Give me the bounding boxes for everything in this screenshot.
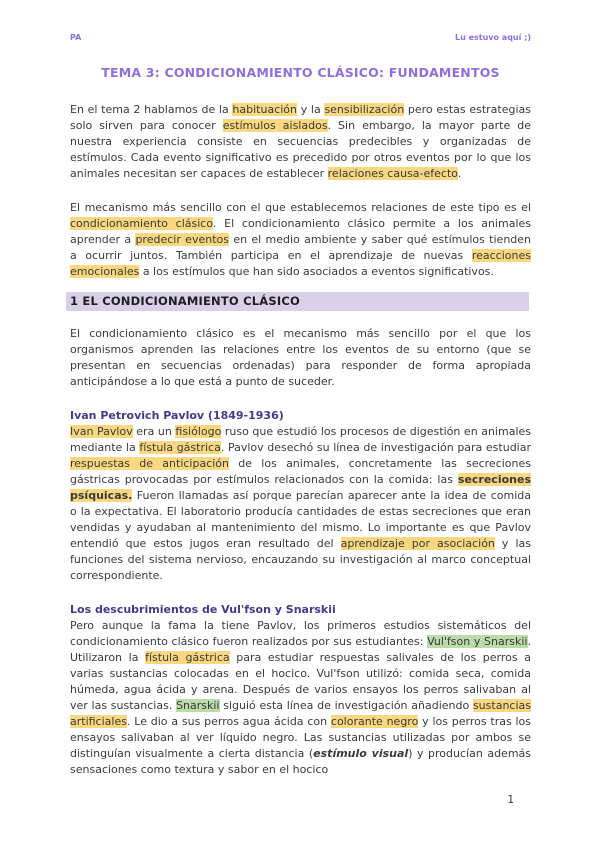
emphasis-text: estímulo visual <box>313 747 409 760</box>
page-content <box>70 0 531 778</box>
text-run: ruso que estudió los procesos de digestión en animales mediante la <box>70 425 532 454</box>
text-run: era un <box>132 425 176 438</box>
highlighted-text: Vul'fson y Snarskii <box>427 635 528 648</box>
text-run: ) y producían además sensaciones como textura y sabor en el hocico <box>70 747 532 776</box>
highlighted-text: sensibilización <box>324 103 405 116</box>
highlighted-text: predecir eventos <box>135 233 229 246</box>
highlighted-text: reacciones emocionales <box>70 249 531 278</box>
highlighted-text: estímulos aislados <box>222 119 328 132</box>
page-header <box>70 0 531 43</box>
paragraph-mechanism <box>70 200 531 280</box>
text-run: y las funciones del sistema nervioso, encauzando su investigación al marco conceptual correspondiente. <box>70 537 532 582</box>
document-title: TEMA 3: CONDICIONAMIENTO CLÁSICO: FUNDAMENTOS <box>101 65 500 80</box>
text-run: . Sin embargo, la mayor parte de nuestra experiencia consiste en secuencias predecibles y organizadas de estímulos. Cada evento significativo es precedido por otros eventos por lo que los animales necesitan ser capaces de establecer <box>70 119 531 180</box>
highlighted-text: colorante negro <box>330 715 419 728</box>
subheading-vulfson-snarskii: Los descubrimientos de Vul'fson y Snarskii <box>70 603 336 616</box>
subheading-pavlov: Ivan Petrovich Pavlov (1849-1936) <box>70 409 284 422</box>
text-run: . <box>457 167 462 180</box>
text-run: y la <box>297 103 325 116</box>
text-run: de los animales, concretamente las secreciones gástricas provocadas por estímulos relacionados con la comida: las <box>70 457 531 486</box>
highlighted-text: relaciones causa-efecto <box>327 167 458 180</box>
highlighted-text: sustancias artificiales <box>70 699 531 728</box>
highlighted-text: condicionamiento clásico <box>70 217 213 230</box>
highlighted-text: Snarskii <box>176 699 220 712</box>
text-run: y los perros tras los ensayos salivaban al ver líquido negro. Las sustancias utilizadas por ambos se distinguían visualmente a cierta distancia ( <box>70 715 532 760</box>
text-run: Pero aunque la fama la tiene Pavlov, los primeros estudios sistemáticos del condicionamiento clásico fueron realizados por sus estudiantes: <box>70 619 531 648</box>
text-run: para estudiar respuestas salivales de los perros a varias sustancias colocadas en el hocico. Vul'fson utilizó: comida seca, comida húmeda, agua ácida y arena. Después de varios ensayos los perros salivaban al ver las sustancias. <box>70 651 532 712</box>
header-right-note: Lu estuvo aquí ;) <box>455 33 531 42</box>
highlighted-text: secreciones psíquicas. <box>70 473 531 502</box>
text-run: a los estímulos que han sido asociados a eventos significativos. <box>139 265 494 278</box>
highlighted-text: fístula gástrica <box>145 651 230 664</box>
text-run: El mecanismo más sencillo con el que establecemos relaciones de este tipo es el <box>70 201 531 214</box>
highlighted-text: aprendizaje por asociación <box>340 537 495 550</box>
text-run: en el medio ambiente y saber qué estímulos tienden a ocurrir juntos. También participa en el aprendizaje de nuevas <box>70 233 532 262</box>
highlighted-text: fístula gástrica <box>139 441 221 454</box>
text-run: . El condicionamiento clásico permite a los animales aprender a <box>70 217 531 246</box>
text-run: siguió esta línea de investigación añadiendo <box>219 699 473 712</box>
section-heading-classical-conditioning: 1 EL CONDICIONAMIENTO CLÁSICO <box>66 292 529 311</box>
paragraph-pavlov <box>70 424 531 584</box>
text-run: . Utilizaron la <box>70 635 531 664</box>
page-number: 1 <box>507 794 514 806</box>
highlighted-text: Ivan Pavlov <box>70 425 133 438</box>
paragraph-definition <box>70 326 531 390</box>
highlighted-text: fisiólogo <box>175 425 222 438</box>
text-run: Fueron llamadas así porque parecían aparecer ante la idea de comida o la expectativa. El laboratorio producía cantidades de estas secreciones que eran vendidas y ayudaban al mantenimiento del mismo. Lo importante es que Pavlov entendió que estos jugos eran resultado del <box>70 489 531 550</box>
text-run: pero estas estrategias solo sirven para conocer <box>70 103 531 132</box>
text-run: El condicionamiento clásico es el mecanismo más sencillo por el que los organismos aprenden las relaciones entre los eventos de su entorno (que se presentan en secuencias ordenadas) para responder de forma apropiada anticipándose a lo que está a punto de suceder. <box>70 327 531 388</box>
text-run: . Le dio a sus perros agua ácida con <box>126 715 331 728</box>
text-run: . Pavlov desechó su línea de investigación para estudiar <box>220 441 532 454</box>
text-run: En el tema 2 hablamos de la <box>70 103 233 116</box>
header-left-initials: PA <box>70 33 82 42</box>
paragraph-intro <box>70 102 531 182</box>
paragraph-vulfson-snarskii <box>70 618 531 778</box>
highlighted-text: habituación <box>232 103 298 116</box>
highlighted-text: respuestas de anticipación <box>70 457 230 470</box>
